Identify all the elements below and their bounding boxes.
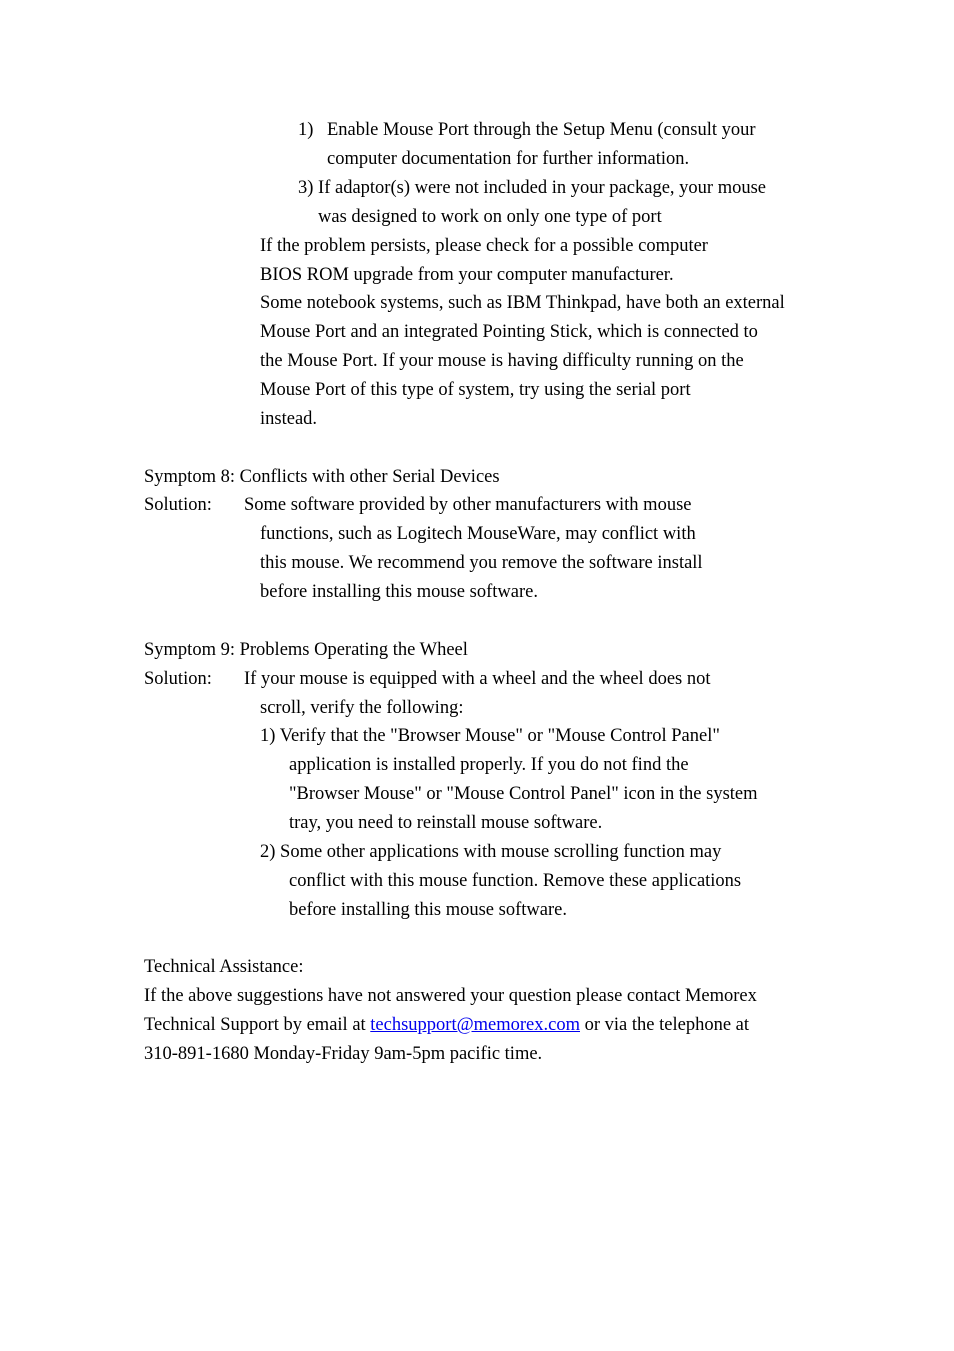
persist-paragraph-line: BIOS ROM upgrade from your computer manufacturer. bbox=[260, 265, 674, 285]
persist-paragraph-line: the Mouse Port. If your mouse is having difficulty running on the bbox=[260, 351, 744, 371]
persist-paragraph-line: Mouse Port and an integrated Pointing Stick, which is connected to bbox=[260, 322, 758, 342]
persist-paragraph-line: Mouse Port of this type of system, try using the serial port bbox=[260, 380, 691, 400]
assistance-line bbox=[144, 1013, 749, 1037]
persist-paragraph-line: Some notebook systems, such as IBM Thinkpad, have both an external bbox=[260, 293, 785, 313]
assistance-line-prefix: Technical Support by email at bbox=[144, 1015, 371, 1035]
solution-line: before installing this mouse software. bbox=[260, 582, 538, 602]
wheel-step-2-line: 2) Some other applications with mouse scrolling function may bbox=[260, 842, 722, 862]
item-number: 1) bbox=[298, 120, 314, 140]
wheel-step-2-line: conflict with this mouse function. Remove these applications bbox=[289, 871, 742, 891]
wheel-step-1-line: "Browser Mouse" or "Mouse Control Panel" icon in the system bbox=[289, 784, 758, 804]
setup-step-line: computer documentation for further information. bbox=[327, 149, 690, 169]
symptom-9-heading: Symptom 9: Problems Operating the Wheel bbox=[144, 640, 468, 660]
persist-paragraph-line: If the problem persists, please check for a possible computer bbox=[260, 236, 708, 256]
wheel-step-1-line: application is installed properly. If you do not find the bbox=[289, 755, 689, 775]
assistance-line-suffix: or via the telephone at bbox=[580, 1015, 750, 1035]
symptom-8-heading: Symptom 8: Conflicts with other Serial Devices bbox=[144, 467, 500, 487]
solution-line: this mouse. We recommend you remove the software install bbox=[260, 553, 703, 573]
adaptor-step-line: 3) If adaptor(s) were not included in your package, your mouse bbox=[298, 178, 766, 198]
solution-line: scroll, verify the following: bbox=[260, 698, 464, 718]
solution-line: If your mouse is equipped with a wheel and the wheel does not bbox=[244, 669, 711, 689]
adaptor-step-line: was designed to work on only one type of port bbox=[318, 207, 662, 227]
wheel-step-1-line: tray, you need to reinstall mouse software. bbox=[289, 813, 603, 833]
technical-assistance-heading: Technical Assistance: bbox=[144, 957, 304, 977]
solution-line: Some software provided by other manufacturers with mouse bbox=[244, 495, 692, 515]
wheel-step-1-line: 1) Verify that the "Browser Mouse" or "Mouse Control Panel" bbox=[260, 726, 720, 746]
persist-paragraph-line: instead. bbox=[260, 409, 318, 429]
solution-label: Solution: bbox=[144, 669, 212, 689]
assistance-phone-line: 310-891-1680 Monday-Friday 9am-5pm pacific time. bbox=[144, 1044, 543, 1064]
support-email-link[interactable]: techsupport@memorex.com bbox=[370, 1015, 580, 1035]
setup-step-line: Enable Mouse Port through the Setup Menu (consult your bbox=[327, 120, 756, 140]
solution-label: Solution: bbox=[144, 495, 212, 515]
assistance-line: If the above suggestions have not answered your question please contact Memorex bbox=[144, 986, 757, 1006]
wheel-step-2-line: before installing this mouse software. bbox=[289, 900, 567, 920]
solution-line: functions, such as Logitech MouseWare, may conflict with bbox=[260, 524, 696, 544]
